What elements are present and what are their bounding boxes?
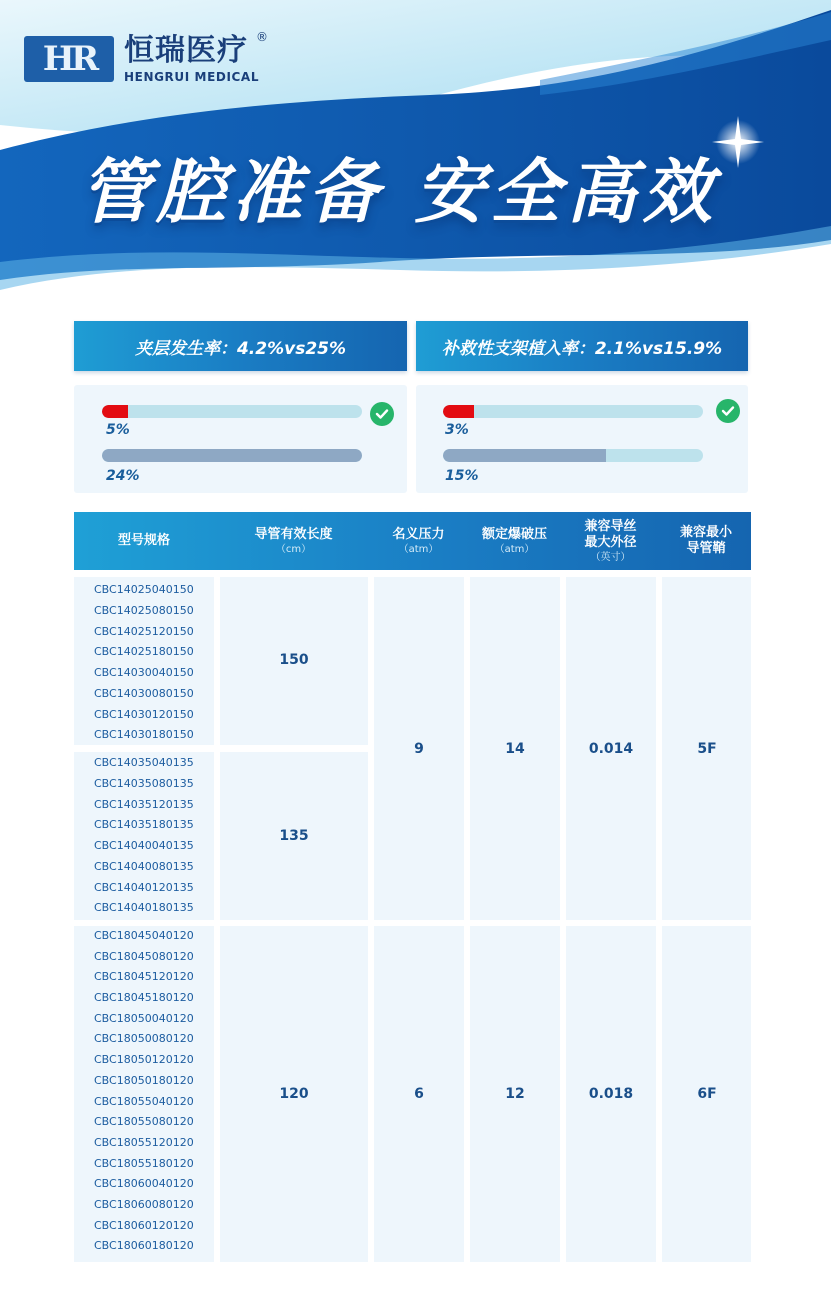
model-code: CBC14030040150 <box>94 666 194 679</box>
stat-card-stent <box>416 385 748 493</box>
bar-track-red <box>443 405 703 418</box>
header-sheath-title: 兼容最小 导管鞘 <box>679 525 732 556</box>
header-burst-unit: （atm） <box>494 543 535 555</box>
model-code: CBC18055120120 <box>94 1135 194 1149</box>
model-code: CBC14035120135 <box>94 797 194 811</box>
hero-banner <box>0 0 831 300</box>
spec-table-header <box>74 512 751 570</box>
bar-track-gray <box>102 449 362 462</box>
length-value-120: 120 <box>279 1086 309 1102</box>
bar-fill-red <box>102 405 128 418</box>
guidewire-value: 0.018 <box>588 1086 634 1102</box>
logo-wordmark <box>124 34 259 84</box>
model-code: CBC18055080120 <box>94 1115 194 1129</box>
model-code: CBC18060120120 <box>94 1218 194 1232</box>
burst-pressure-value: 14 <box>505 741 525 757</box>
sheath-value: 6F <box>697 1086 717 1102</box>
header-guidewire-unit: （英寸） <box>590 551 631 563</box>
check-circle-icon <box>370 402 394 426</box>
model-code: CBC18050120120 <box>94 1053 194 1067</box>
model-code: CBC18045180120 <box>94 991 194 1005</box>
model-code: CBC14035180135 <box>94 818 194 832</box>
logo-mark-text: HR <box>42 39 96 79</box>
brand-logo <box>24 34 259 84</box>
model-code: CBC14030180150 <box>94 728 194 742</box>
length-value-135: 135 <box>279 828 309 844</box>
model-code: CBC14025080150 <box>94 603 194 617</box>
model-list-group1 <box>94 580 194 746</box>
stat-card-dissection <box>74 385 407 493</box>
brand-name-en: HENGRUI MEDICAL <box>124 70 260 84</box>
model-code: CBC14040080135 <box>94 859 194 873</box>
model-code: CBC18050040120 <box>94 1011 194 1025</box>
model-code: CBC14035040135 <box>94 756 194 769</box>
length-value-150: 150 <box>279 652 309 668</box>
model-code: CBC18050080120 <box>94 1032 194 1046</box>
stat-title-dissection: 夹层发生率：4.2%vs25% <box>74 321 407 371</box>
bar-track-gray <box>443 449 703 462</box>
model-code: CBC14040040135 <box>94 839 194 852</box>
model-code: CBC14035080135 <box>94 776 194 790</box>
header-model <box>74 512 214 570</box>
bar-track-red <box>102 405 362 418</box>
model-code: CBC14040120135 <box>94 880 194 894</box>
header-burst <box>469 512 560 570</box>
model-code: CBC18050180120 <box>94 1073 194 1087</box>
model-code: CBC18045120120 <box>94 970 194 984</box>
model-code: CBC18060080120 <box>94 1197 194 1211</box>
model-list-group2 <box>94 753 194 919</box>
header-burst-title: 额定爆破压 <box>481 526 547 542</box>
sheath-value: 5F <box>697 741 717 757</box>
model-code: CBC18060180120 <box>94 1239 194 1253</box>
bar-fill-gray <box>443 449 606 462</box>
model-code: CBC18055040120 <box>94 1094 194 1108</box>
model-code: CBC14025120150 <box>94 624 194 638</box>
check-circle-icon <box>716 399 740 423</box>
model-code: CBC14030080150 <box>94 686 194 700</box>
guidewire-value: 0.014 <box>588 741 634 757</box>
stat-title-stent: 补救性支架植入率：2.1%vs15.9% <box>416 321 748 371</box>
header-length-unit: （cm） <box>275 543 312 555</box>
nominal-pressure-value: 9 <box>414 741 424 757</box>
bar-label-gray: 24% <box>106 468 140 484</box>
bar-label-gray: 15% <box>445 468 479 484</box>
model-list-group3 <box>94 926 194 1257</box>
bar-fill-gray <box>102 449 362 462</box>
bar-label-red: 3% <box>445 422 469 438</box>
header-nominal <box>373 512 464 570</box>
logo-mark <box>24 36 114 82</box>
header-length-title: 导管有效长度 <box>254 526 333 542</box>
registered-mark: ® <box>256 30 268 44</box>
model-code: CBC14030120150 <box>94 707 194 721</box>
header-guidewire <box>565 512 656 570</box>
nominal-pressure-value: 6 <box>414 1086 424 1102</box>
header-nominal-title: 名义压力 <box>392 526 445 542</box>
model-code: CBC14025040150 <box>94 583 194 596</box>
header-length <box>219 512 368 570</box>
model-code: CBC18045080120 <box>94 949 194 963</box>
burst-pressure-value: 12 <box>505 1086 525 1102</box>
page-headline: 管腔准备 安全高效 <box>80 151 719 233</box>
brand-name-cn: 恒瑞医疗 <box>124 33 248 68</box>
model-code: CBC14025180150 <box>94 645 194 659</box>
header-model-title: 型号规格 <box>117 533 170 548</box>
header-nominal-unit: （atm） <box>398 543 439 555</box>
model-code: CBC18055180120 <box>94 1156 194 1170</box>
bar-label-red: 5% <box>106 422 130 438</box>
bar-fill-red <box>443 405 474 418</box>
model-code: CBC14040180135 <box>94 901 194 915</box>
model-code: CBC18045040120 <box>94 929 194 942</box>
header-sheath <box>661 512 751 570</box>
model-code: CBC18060040120 <box>94 1177 194 1191</box>
header-guidewire-title: 兼容导丝 最大外径 <box>584 518 637 550</box>
